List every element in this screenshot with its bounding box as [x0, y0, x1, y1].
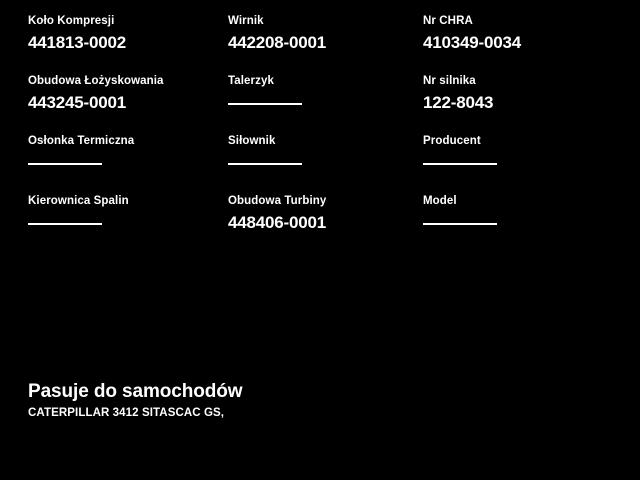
fitment-title: Pasuje do samochodów: [28, 381, 243, 402]
spec-value: [28, 212, 228, 234]
spec-item: [423, 194, 612, 254]
spec-label: Nr CHRA: [423, 15, 473, 27]
spec-value: [228, 92, 423, 114]
spec-value: [228, 152, 423, 174]
spec-item: [228, 134, 423, 194]
spec-value: 122-8043: [423, 93, 494, 112]
fitment-vehicle-list: CATERPILLAR 3412 SITASCAC GS,: [28, 407, 225, 419]
spec-value: [423, 212, 612, 234]
spec-item: [28, 74, 228, 134]
spec-label: Osłonka Termiczna: [28, 135, 135, 147]
spec-item: [28, 14, 228, 74]
fitment-section: [28, 380, 588, 420]
spec-value: 410349-0034: [423, 33, 522, 52]
spec-value: 442208-0001: [228, 33, 327, 52]
spec-item: [228, 14, 423, 74]
spec-value: [28, 152, 228, 174]
spec-item: [423, 14, 612, 74]
spec-label: Model: [423, 195, 457, 207]
spec-value: 441813-0002: [28, 33, 127, 52]
spec-value: 448406-0001: [228, 213, 327, 232]
spec-label: Siłownik: [228, 135, 276, 147]
spec-label: Wirnik: [228, 15, 264, 27]
spec-label: Obudowa Łożyskowania: [28, 75, 164, 87]
spec-item: [28, 134, 228, 194]
spec-label: Obudowa Turbiny: [228, 195, 327, 207]
specifications-grid: [28, 14, 612, 254]
spec-item: [228, 74, 423, 134]
spec-label: Koło Kompresji: [28, 15, 115, 27]
spec-value: 443245-0001: [28, 93, 127, 112]
spec-label: Nr silnika: [423, 75, 476, 87]
spec-item: [423, 74, 612, 134]
spec-label: Talerzyk: [228, 75, 274, 87]
spec-item: [423, 134, 612, 194]
spec-item: [28, 194, 228, 254]
spec-value: [423, 152, 612, 174]
spec-label: Kierownica Spalin: [28, 195, 129, 207]
spec-label: Producent: [423, 135, 481, 147]
spec-item: [228, 194, 423, 254]
